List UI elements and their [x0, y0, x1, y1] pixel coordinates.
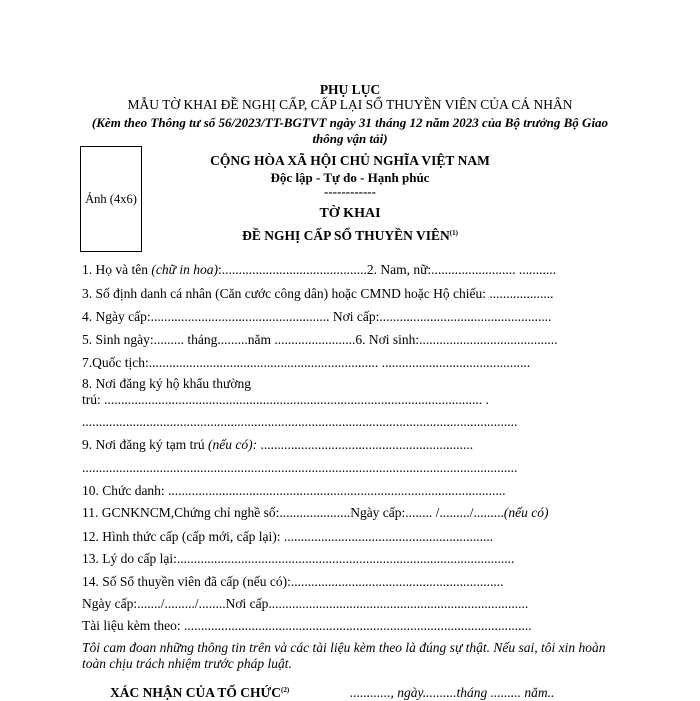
appendix-title: PHỤ LỤC [319, 82, 381, 97]
field-attachments: Tài liệu kèm theo: ....................................................................................................... [82, 618, 532, 633]
form-title: TỜ KHAI [319, 206, 381, 221]
commitment-line-1: Tôi cam đoan những thông tin trên và các tài liệu kèm theo là đúng sự thật. Nếu sai, tôi xin hoàn [82, 640, 606, 655]
field-permanent-address-label: 8. Nơi đăng ký hộ khẩu thường [82, 376, 251, 391]
form-subtitle-note: (1) [449, 229, 458, 237]
national-motto: Độc lập - Tự do - Hạnh phúc [270, 170, 430, 185]
field-permanent-address-line-2: ................................................................................................................................. [82, 414, 518, 429]
field-id-number: 3. Số định danh cá nhân (Căn cước công dân) hoặc CMND hoặc Hộ chiếu: ................... [82, 286, 554, 301]
field-full-name-hint: (chữ in hoa) [151, 262, 218, 277]
field-nationality: 7.Quốc tịch:.................................................................... ............................................ [82, 355, 531, 370]
org-confirmation-heading [110, 685, 289, 701]
field-temporary-address-line-2: ................................................................................................................................. [82, 460, 518, 475]
org-confirmation-text: XÁC NHẬN CỦA TỔ CHỨC [110, 685, 282, 700]
form-subtitle-text: ĐỀ NGHỊ CẤP SỔ THUYỀN VIÊN [242, 228, 450, 243]
field-certificate-hint: (nếu có) [503, 505, 549, 520]
field-temporary-address [82, 437, 473, 453]
field-issue-date-place: 4. Ngày cấp:..................................................... Nơi cấp:................................................... [82, 309, 552, 324]
field-full-name [82, 262, 556, 278]
field-full-name-rest: :...........................................2. Nam, nữ:......................... ........... [217, 262, 557, 277]
field-previous-book-issue: Ngày cấp:......./........./........Nơi cấp............................................................................. [82, 596, 529, 611]
field-temporary-address-rest: ............................................................... [257, 437, 474, 452]
photo-box-label: Ảnh (4x6) [85, 191, 137, 206]
form-subtitle [142, 228, 558, 244]
field-previous-book-number: 14. Số Sổ thuyền viên đã cấp (nếu có):............................................................... [82, 574, 504, 589]
field-reissue-reason: 13. Lý do cấp lại:.................................................................................................... [82, 551, 515, 566]
issued-by-line-1: (Kèm theo Thông tư số 56/2023/TT-BGTVT ngày 31 tháng 12 năm 2023 của Bộ trưởng Bộ Giao [91, 115, 609, 130]
field-birth: 5. Sinh ngày:......... tháng.........năm ........................6. Nơi sinh:......................................... [82, 332, 558, 347]
field-position: 10. Chức danh: .................................................................................................... [82, 483, 506, 498]
field-certificate [82, 505, 549, 521]
field-permanent-address-line: trú: ................................................................................................................ . [82, 392, 489, 407]
photo-placeholder-box [80, 146, 142, 252]
form-template-title: MẪU TỜ KHAI ĐỀ NGHỊ CẤP, CẤP LẠI SỔ THUYỀN VIÊN CỦA CÁ NHÂN [127, 97, 573, 112]
field-temporary-address-hint: (nếu có): [208, 437, 258, 452]
field-temporary-address-label: 9. Nơi đăng ký tạm trú [82, 437, 208, 452]
motto-separator: ------------ [324, 184, 376, 199]
org-confirmation-note: (2) [281, 686, 290, 694]
issued-by-line-2: thông vận tải) [312, 131, 388, 146]
field-full-name-label: 1. Họ và tên [82, 262, 152, 277]
field-certificate-main: 11. GCNKNCM,Chứng chỉ nghề số:.....................Ngày cấp:........ /........./......... [82, 505, 504, 520]
national-name: CỘNG HÒA XÃ HỘI CHỦ NGHĨA VIỆT NAM [210, 153, 490, 168]
field-issue-type: 12. Hình thức cấp (cấp mới, cấp lại): .............................................................. [82, 529, 494, 544]
commitment-line-2: toàn chịu trách nhiệm trước pháp luật. [82, 656, 292, 671]
date-signature-line: ............, ngày..........tháng ......... năm.. [350, 685, 555, 700]
